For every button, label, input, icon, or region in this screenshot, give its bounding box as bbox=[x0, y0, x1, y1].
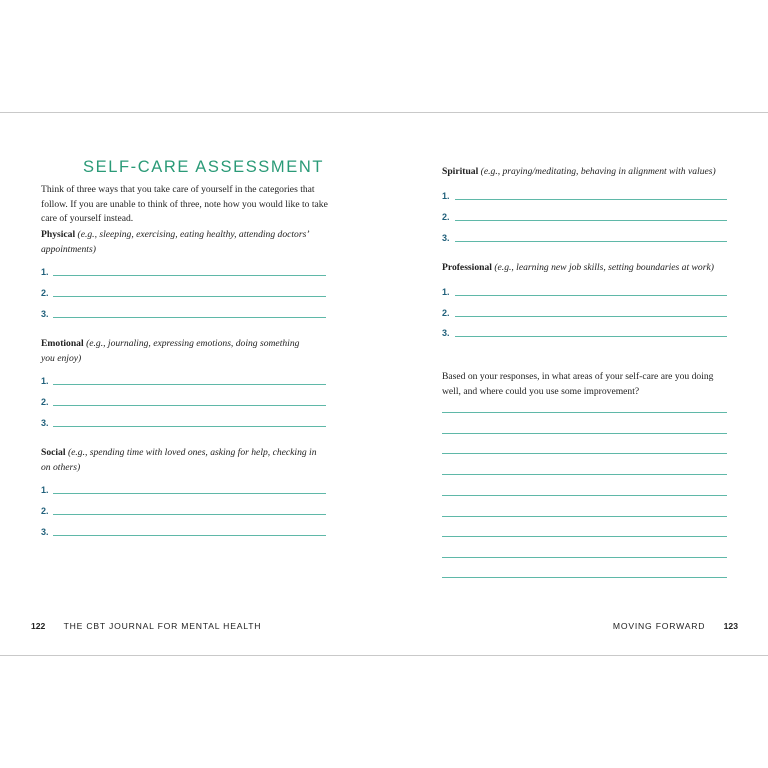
section-label: Spiritual bbox=[442, 166, 479, 177]
reflection-answer-line[interactable] bbox=[442, 453, 727, 454]
answer-line[interactable] bbox=[53, 426, 326, 427]
section-example: (e.g., spending time with loved ones, asking for help, checking in bbox=[67, 447, 317, 458]
page-title: SELF-CARE ASSESSMENT bbox=[83, 158, 325, 176]
reflection-line: well, and where could you use some improvement? bbox=[442, 385, 640, 397]
section-label: Social bbox=[41, 447, 66, 458]
reflection-answer-line[interactable] bbox=[442, 577, 727, 578]
section-physical-heading bbox=[41, 228, 341, 257]
item-number: 2. bbox=[41, 397, 49, 407]
right-footer bbox=[613, 621, 738, 631]
item-number: 1. bbox=[41, 376, 49, 386]
answer-line[interactable] bbox=[53, 535, 326, 536]
answer-line[interactable] bbox=[455, 295, 727, 296]
item-number: 3. bbox=[41, 418, 49, 428]
section-example: (e.g., learning new job skills, setting boundaries at work) bbox=[494, 262, 714, 273]
item-number: 1. bbox=[442, 191, 450, 201]
reflection-line: Based on your responses, in what areas of your self-care are you doing bbox=[442, 371, 714, 382]
section-example: (e.g., journaling, expressing emotions, doing something bbox=[86, 338, 300, 349]
section-emotional-heading bbox=[41, 337, 341, 366]
answer-line[interactable] bbox=[53, 405, 326, 406]
section-label: Professional bbox=[442, 262, 492, 273]
running-title: THE CBT JOURNAL FOR MENTAL HEALTH bbox=[63, 621, 262, 631]
section-social-heading bbox=[41, 446, 341, 475]
section-spiritual-heading bbox=[442, 165, 742, 180]
reflection-answer-line[interactable] bbox=[442, 433, 727, 434]
section-example-cont: appointments) bbox=[41, 243, 96, 255]
reflection-answer-line[interactable] bbox=[442, 474, 727, 475]
item-number: 3. bbox=[41, 309, 49, 319]
reflection-answer-line[interactable] bbox=[442, 557, 727, 558]
answer-line[interactable] bbox=[53, 296, 326, 297]
item-number: 1. bbox=[442, 287, 450, 297]
item-number: 2. bbox=[442, 212, 450, 222]
reflection-answer-line[interactable] bbox=[442, 412, 727, 413]
answer-line[interactable] bbox=[53, 317, 326, 318]
answer-line[interactable] bbox=[455, 241, 727, 242]
reflection-prompt bbox=[442, 370, 742, 399]
answer-line[interactable] bbox=[455, 220, 727, 221]
running-title: MOVING FORWARD bbox=[612, 621, 706, 631]
section-label: Physical bbox=[41, 229, 76, 240]
answer-line[interactable] bbox=[53, 275, 326, 276]
page-number: 122 bbox=[31, 621, 46, 631]
reflection-answer-line[interactable] bbox=[442, 495, 727, 496]
answer-line[interactable] bbox=[53, 514, 326, 515]
page-number: 123 bbox=[723, 621, 738, 631]
answer-line[interactable] bbox=[455, 316, 727, 317]
section-example-cont: on others) bbox=[41, 461, 81, 473]
answer-line[interactable] bbox=[53, 384, 326, 385]
intro-text: Think of three ways that you take care of yourself in the categories that follow. If you are unable to think of three, note how you would like to take care of yourself instead. bbox=[41, 184, 328, 224]
section-example: (e.g., sleeping, exercising, eating healthy, attending doctors’ bbox=[77, 229, 310, 240]
answer-line[interactable] bbox=[455, 336, 727, 337]
section-example: (e.g., praying/meditating, behaving in alignment with values) bbox=[480, 166, 716, 177]
section-example-cont: you enjoy) bbox=[41, 352, 82, 364]
item-number: 3. bbox=[41, 527, 49, 537]
reflection-answer-line[interactable] bbox=[442, 516, 727, 517]
section-professional-heading bbox=[442, 261, 742, 276]
item-number: 2. bbox=[41, 288, 49, 298]
answer-line[interactable] bbox=[53, 493, 326, 494]
answer-line[interactable] bbox=[455, 199, 727, 200]
item-number: 2. bbox=[442, 308, 450, 318]
item-number: 1. bbox=[41, 485, 49, 495]
item-number: 3. bbox=[442, 233, 450, 243]
section-label: Emotional bbox=[41, 338, 84, 349]
item-number: 1. bbox=[41, 267, 49, 277]
item-number: 2. bbox=[41, 506, 49, 516]
item-number: 3. bbox=[442, 328, 450, 338]
reflection-answer-line[interactable] bbox=[442, 536, 727, 537]
left-footer bbox=[31, 621, 261, 631]
